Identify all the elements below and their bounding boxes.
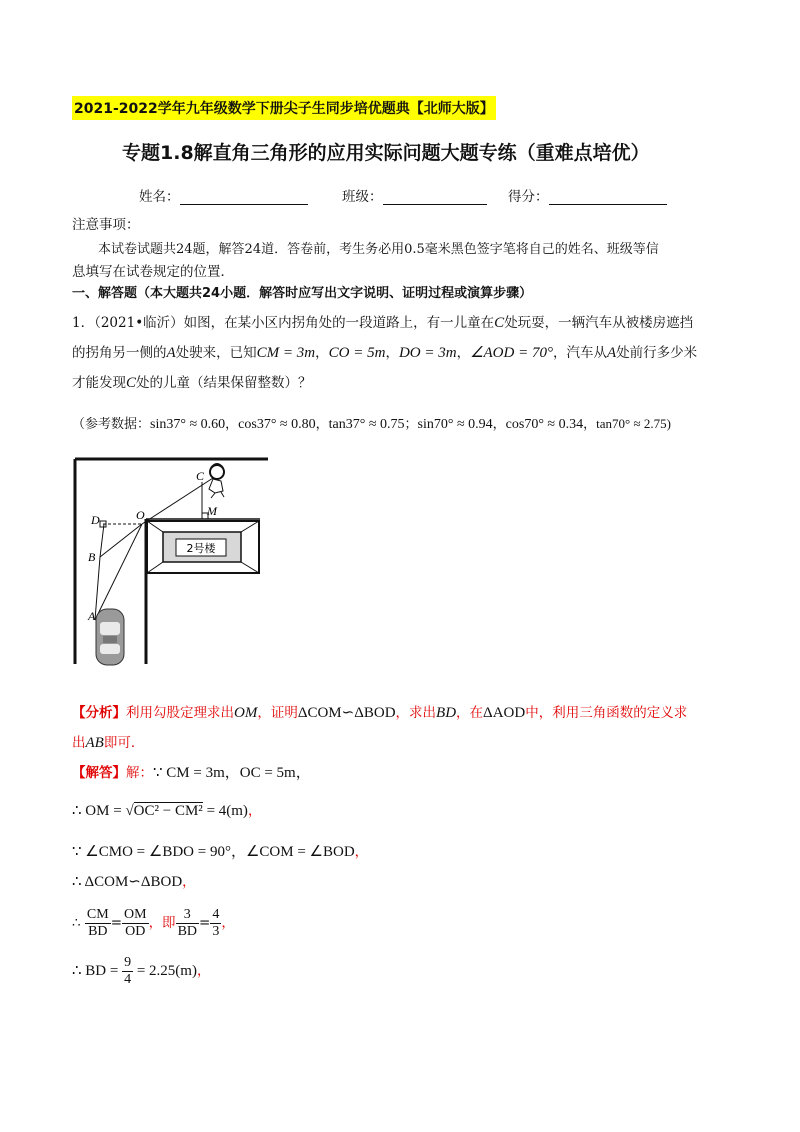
building-label: 2号楼	[186, 542, 216, 555]
analysis-text: ，证明	[257, 705, 298, 721]
sep: ，	[247, 803, 262, 819]
problem-line2	[72, 343, 697, 363]
problem-line1	[72, 313, 693, 333]
bd-value: = 2.25(m)	[133, 963, 197, 979]
problem-text: 处玩耍，一辆汽车从被楼房遮挡	[504, 315, 694, 331]
analysis-line1	[72, 703, 687, 723]
solution-given: ∵ CM = 3m，OC = 5m，	[153, 765, 311, 781]
label-c: C	[196, 469, 205, 483]
equals: =	[199, 915, 211, 931]
reference-data	[72, 414, 671, 435]
ref-tan37: tan37° ≈ 0.75	[328, 417, 405, 432]
child-figure	[209, 464, 224, 498]
analysis-text: 出	[72, 735, 86, 751]
label-a: A	[88, 609, 96, 623]
notes-line2: 息填写在试卷规定的位置．	[72, 264, 234, 280]
sep: ；	[404, 417, 418, 432]
solution-tag: 【解答】	[72, 765, 126, 781]
score-label: 得分：	[508, 189, 549, 205]
problem-text: 处驶来，已知	[175, 345, 257, 361]
radicand: OC² − CM²	[133, 803, 203, 819]
ref-tan70: tan70° ≈ 2.75)	[596, 416, 671, 431]
numerator: OM	[124, 907, 147, 922]
var-c: C	[494, 315, 505, 331]
problem-figure	[70, 452, 275, 670]
sep: ，	[456, 345, 471, 361]
problem-text: 处前行多少米	[616, 345, 698, 361]
eq-om: ∴ OM =	[72, 803, 126, 819]
fraction-3-bd	[176, 907, 199, 940]
problem-text: 处的儿童（结果保留整数）？	[136, 375, 312, 391]
label-o: O	[136, 508, 145, 522]
denominator: BD	[177, 924, 198, 939]
ji-text: ，即	[148, 915, 176, 931]
var-ab: AB	[85, 735, 104, 751]
eq-bd: ∴ BD =	[72, 963, 123, 979]
fraction-4-3	[210, 907, 221, 940]
similarity: ∴ ΔCOM∽ΔBOD	[72, 874, 183, 890]
equals: =	[110, 915, 122, 931]
fraction-om-od	[122, 907, 149, 940]
score-field	[508, 185, 667, 205]
sep: ，	[385, 345, 399, 361]
var-a: A	[606, 345, 617, 361]
analysis-tag: 【分析】	[72, 705, 126, 721]
solution-line3	[72, 842, 368, 862]
notes-line1: 本试卷试题共24题，解答24道．答卷前，考生务必用0.5毫米黑色签字笔将自己的姓名、班级等信	[98, 242, 659, 257]
denominator: OD	[125, 924, 146, 939]
class-label: 班级：	[342, 189, 383, 205]
section-heading: 一、解答题（本大题共24小题．解答时应写出文字说明、证明过程或演算步骤）	[72, 286, 533, 301]
label-m: M	[207, 504, 217, 518]
ref-sin37: sin37° ≈ 0.60	[150, 417, 226, 432]
denominator: 4	[124, 972, 132, 987]
score-blank	[549, 190, 667, 205]
solution-line4	[72, 872, 196, 892]
denominator: BD	[88, 924, 108, 939]
problem-source: （2021•临沂）	[94, 315, 184, 331]
sep: ，	[583, 417, 597, 432]
var-om: OM	[234, 705, 258, 721]
angle-equality: ∵ ∠CMO = ∠BDO = 90°，∠COM = ∠BOD	[72, 844, 355, 860]
solution-line1	[72, 763, 311, 783]
ref-sin70: sin70° ≈ 0.94	[417, 417, 493, 432]
solution-line6	[72, 953, 210, 989]
ref-open: （参考数据：	[72, 417, 151, 432]
condition-cm: CM = 3m	[256, 345, 316, 361]
analysis-text: 利用勾股定理求出	[126, 705, 234, 721]
sep: ，	[315, 345, 329, 361]
ref-cos37: cos37° ≈ 0.80	[238, 417, 316, 432]
problem-text: 如图，在某小区内拐角处的一段道路上，有一儿童在	[183, 315, 495, 331]
sqrt-expr: √OC² − CM²	[125, 803, 203, 819]
condition-co: CO = 5m	[328, 345, 386, 361]
line-ob	[100, 524, 142, 557]
similar-triangles: ΔCOM∽ΔBOD	[297, 705, 396, 721]
page-title: 专题1.8解直角三角形的应用实际问题大题专练（重难点培优）	[122, 142, 650, 164]
problem-number: 1．	[72, 315, 95, 331]
label-d: D	[91, 513, 100, 527]
condition-angle: ∠AOD = 70°	[470, 345, 553, 361]
problem-text: ，汽车从	[552, 345, 607, 361]
triangle-aod: ΔAOD	[483, 705, 526, 721]
car-icon	[96, 609, 124, 665]
name-label: 姓名：	[139, 189, 180, 205]
therefore-symbol: ∴	[72, 915, 81, 931]
numerator: 9	[124, 955, 132, 970]
problem-text: 的拐角另一侧的	[72, 345, 167, 361]
analysis-text: 中，利用三角函数的定义求	[525, 705, 688, 721]
denominator: 3	[212, 924, 220, 939]
problem-text: 才能发现	[72, 375, 126, 391]
line-db	[100, 524, 104, 557]
om-value: = 4(m)	[202, 803, 248, 819]
notes-heading: 注意事项：	[72, 217, 140, 233]
solution-line5	[72, 905, 235, 941]
series-banner: 2021-2022学年九年级数学下册尖子生同步培优题典【北师大版】	[72, 96, 496, 120]
sep: ，	[221, 915, 235, 931]
fraction-cm-bd	[85, 907, 111, 940]
sep: ，	[196, 963, 211, 979]
analysis-text: 即可．	[103, 735, 145, 751]
label-b: B	[88, 550, 96, 564]
class-field	[342, 185, 487, 205]
class-blank	[383, 190, 487, 205]
problem-line3	[72, 373, 312, 393]
condition-do: DO = 3m	[398, 345, 457, 361]
fraction-9-4	[122, 955, 133, 988]
var-c: C	[126, 375, 137, 391]
analysis-text: ，求出	[395, 705, 437, 721]
numerator: 4	[212, 907, 220, 922]
sep: ，	[182, 874, 196, 890]
numerator: 3	[176, 907, 199, 924]
name-field	[139, 185, 308, 205]
solution-line2	[72, 801, 261, 821]
ref-cos70: cos70° ≈ 0.34	[505, 417, 584, 432]
var-bd: BD	[436, 705, 457, 721]
sep: ，	[354, 844, 369, 860]
name-blank	[180, 190, 308, 205]
analysis-line2	[72, 733, 144, 753]
sep: ，	[225, 417, 239, 432]
var-a: A	[166, 345, 176, 361]
sep: ，	[315, 417, 329, 432]
solution-intro: 解：	[126, 765, 153, 781]
numerator: CM	[86, 907, 109, 922]
analysis-text: ，在	[456, 705, 484, 721]
sep: ，	[492, 417, 506, 432]
